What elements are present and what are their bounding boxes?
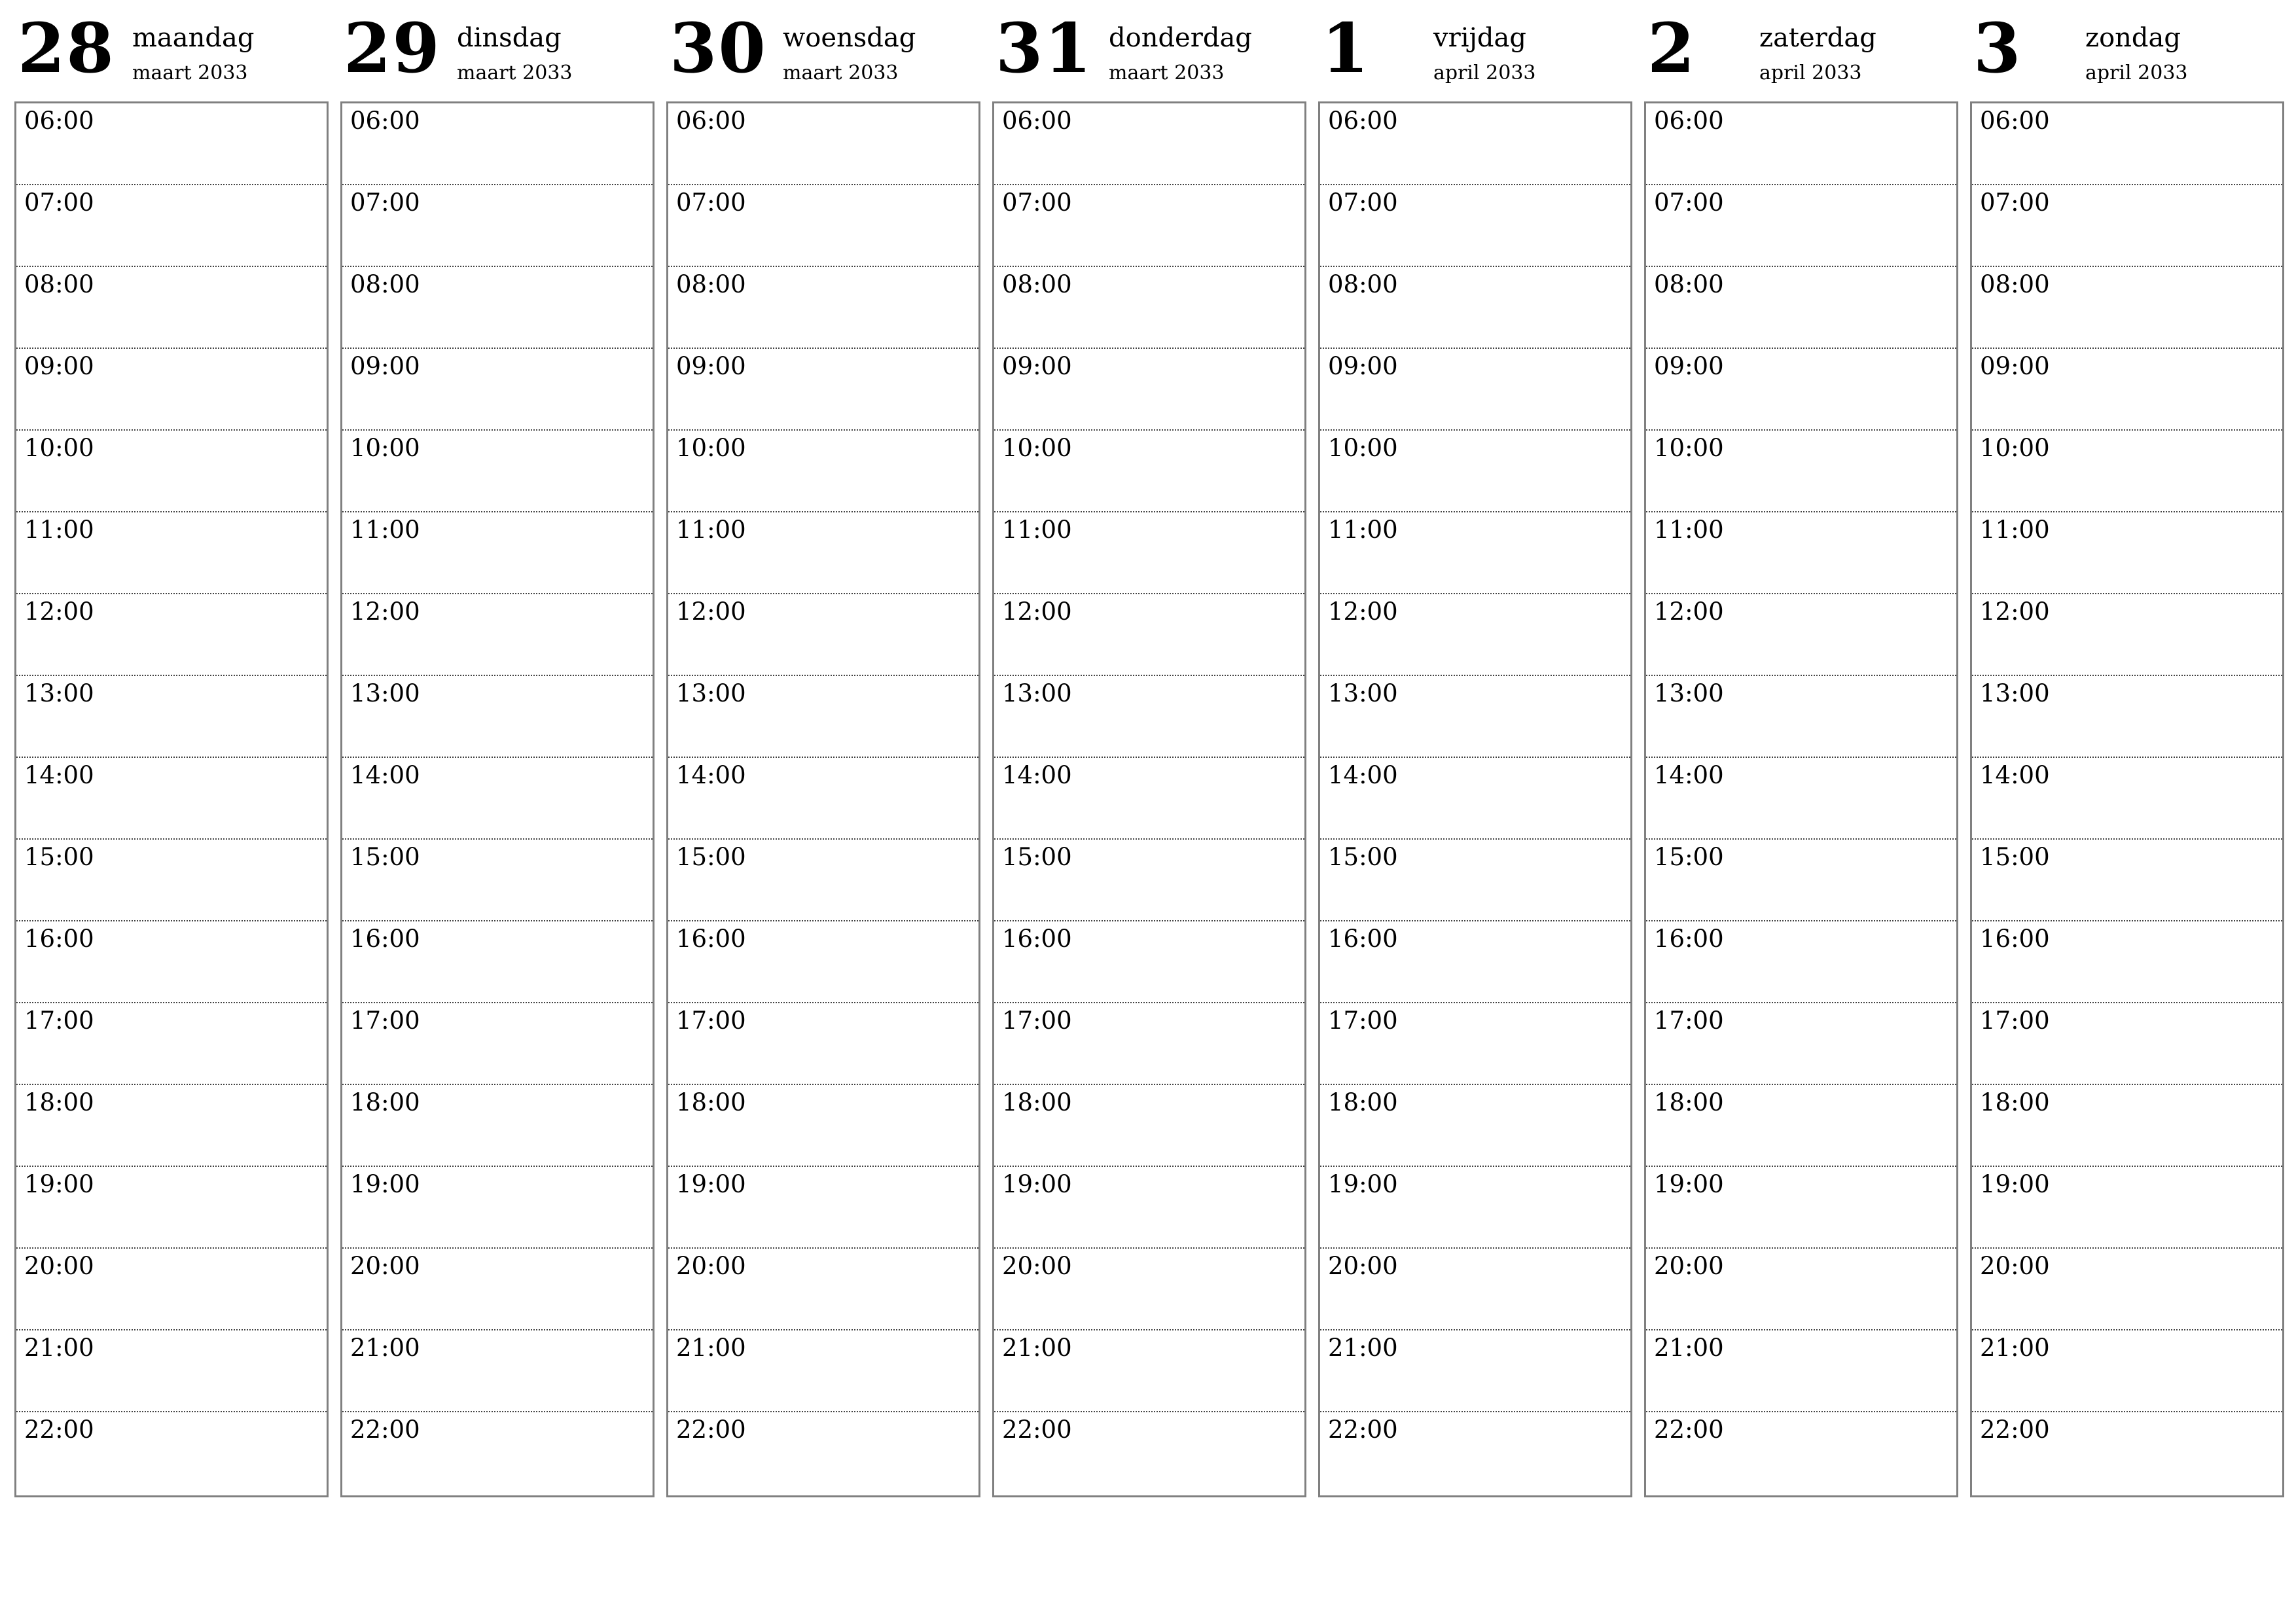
time-label: 22:00: [350, 1416, 420, 1444]
time-slot[interactable]: [342, 594, 653, 676]
day-number: 2: [1647, 8, 1696, 88]
time-slot[interactable]: [668, 1330, 978, 1412]
time-label: 22:00: [676, 1416, 746, 1444]
time-slot[interactable]: [1646, 185, 1956, 267]
time-slot[interactable]: [16, 758, 327, 840]
time-label: 16:00: [1654, 925, 1724, 953]
day-name: dinsdag: [457, 23, 562, 53]
time-slot[interactable]: [994, 1167, 1304, 1249]
time-slot[interactable]: [342, 267, 653, 349]
time-label: 20:00: [1980, 1252, 2050, 1280]
time-slot[interactable]: [994, 349, 1304, 431]
time-label: 11:00: [350, 516, 420, 544]
time-slot[interactable]: [1646, 921, 1956, 1003]
day-month: maart 2033: [783, 62, 899, 84]
time-slot[interactable]: [668, 1249, 978, 1330]
time-slot[interactable]: [668, 594, 978, 676]
time-label: 08:00: [1002, 270, 1072, 298]
time-slot[interactable]: [1972, 1249, 2282, 1330]
time-label: 07:00: [24, 188, 94, 217]
day-month: april 2033: [1759, 62, 1862, 84]
time-slot[interactable]: [994, 512, 1304, 594]
time-label: 22:00: [1328, 1416, 1398, 1444]
day-name: donderdag: [1109, 23, 1252, 53]
time-label: 13:00: [350, 679, 420, 707]
time-slot[interactable]: [16, 1330, 327, 1412]
time-slot[interactable]: [1320, 185, 1630, 267]
day-header: [992, 0, 1305, 101]
time-label: 10:00: [24, 434, 94, 462]
time-label: 07:00: [1980, 188, 2050, 217]
time-label: 08:00: [1980, 270, 2050, 298]
time-label: 21:00: [350, 1334, 420, 1362]
time-slot[interactable]: [342, 676, 653, 758]
time-label: 12:00: [676, 597, 746, 626]
time-label: 09:00: [1980, 352, 2050, 380]
time-label: 19:00: [350, 1170, 420, 1198]
time-slot[interactable]: [1972, 840, 2282, 921]
time-slot[interactable]: [994, 1330, 1304, 1412]
time-label: 10:00: [1328, 434, 1398, 462]
time-slot[interactable]: [1972, 185, 2282, 267]
day-number: 28: [18, 8, 115, 88]
time-label: 19:00: [24, 1170, 94, 1198]
time-label: 06:00: [1654, 107, 1724, 135]
time-slot[interactable]: [1972, 1167, 2282, 1249]
day-month: maart 2033: [1109, 62, 1225, 84]
time-label: 06:00: [676, 107, 746, 135]
time-slot[interactable]: [16, 103, 327, 185]
time-slot[interactable]: [1320, 758, 1630, 840]
day-schedule-box: [1970, 101, 2284, 1497]
day-column: [1644, 0, 1957, 1444]
time-label: 14:00: [350, 761, 420, 789]
time-slot[interactable]: [342, 1330, 653, 1412]
day-name: maandag: [132, 23, 255, 53]
day-name: vrijdag: [1433, 23, 1526, 53]
time-slot[interactable]: [994, 1085, 1304, 1167]
time-label: 16:00: [24, 925, 94, 953]
time-label: 13:00: [1654, 679, 1724, 707]
time-label: 17:00: [1328, 1007, 1398, 1035]
day-column: [992, 0, 1305, 1444]
time-slot[interactable]: [1320, 267, 1630, 349]
day-name: woensdag: [783, 23, 916, 53]
day-header: [1970, 0, 2283, 101]
day-month: april 2033: [2085, 62, 2188, 84]
time-label: 15:00: [1654, 843, 1724, 871]
time-slot[interactable]: [1320, 1003, 1630, 1085]
time-slot[interactable]: [1320, 1167, 1630, 1249]
day-schedule-box: [666, 101, 980, 1497]
time-slot[interactable]: [1320, 1412, 1630, 1494]
time-label: 16:00: [1328, 925, 1398, 953]
time-slot[interactable]: [16, 840, 327, 921]
time-label: 12:00: [1002, 597, 1072, 626]
day-schedule-box: [340, 101, 655, 1497]
time-label: 07:00: [350, 188, 420, 217]
time-slot[interactable]: [1972, 1330, 2282, 1412]
time-label: 11:00: [1980, 516, 2050, 544]
day-schedule-box: [1644, 101, 1958, 1497]
time-label: 12:00: [350, 597, 420, 626]
time-slot[interactable]: [668, 1085, 978, 1167]
day-number: 3: [1973, 8, 2022, 88]
day-schedule-box: [1318, 101, 1632, 1497]
day-month: maart 2033: [132, 62, 248, 84]
day-column: [1970, 0, 2283, 1444]
time-label: 10:00: [676, 434, 746, 462]
time-slot[interactable]: [994, 267, 1304, 349]
time-slot[interactable]: [1320, 1085, 1630, 1167]
time-label: 17:00: [350, 1007, 420, 1035]
time-label: 15:00: [1002, 843, 1072, 871]
time-label: 18:00: [1654, 1088, 1724, 1116]
time-slot[interactable]: [16, 921, 327, 1003]
time-label: 16:00: [676, 925, 746, 953]
time-label: 14:00: [1002, 761, 1072, 789]
time-label: 18:00: [24, 1088, 94, 1116]
time-slot[interactable]: [1646, 431, 1956, 512]
time-slot[interactable]: [1646, 1003, 1956, 1085]
time-slot[interactable]: [668, 349, 978, 431]
time-slot[interactable]: [342, 1003, 653, 1085]
time-slot[interactable]: [16, 267, 327, 349]
time-slot[interactable]: [1320, 676, 1630, 758]
time-label: 15:00: [676, 843, 746, 871]
time-label: 13:00: [1328, 679, 1398, 707]
time-slot[interactable]: [16, 512, 327, 594]
time-label: 07:00: [1654, 188, 1724, 217]
time-label: 10:00: [1980, 434, 2050, 462]
time-slot[interactable]: [16, 1412, 327, 1494]
time-label: 18:00: [676, 1088, 746, 1116]
time-slot[interactable]: [668, 1167, 978, 1249]
time-label: 07:00: [1002, 188, 1072, 217]
time-slot[interactable]: [1646, 1412, 1956, 1494]
time-label: 15:00: [350, 843, 420, 871]
time-slot[interactable]: [994, 1412, 1304, 1494]
time-slot[interactable]: [994, 676, 1304, 758]
time-label: 17:00: [1002, 1007, 1072, 1035]
time-label: 19:00: [1980, 1170, 2050, 1198]
time-label: 17:00: [1654, 1007, 1724, 1035]
time-slot[interactable]: [1646, 103, 1956, 185]
day-month: april 2033: [1433, 62, 1536, 84]
time-slot[interactable]: [994, 921, 1304, 1003]
time-slot[interactable]: [1646, 1249, 1956, 1330]
time-slot[interactable]: [342, 1167, 653, 1249]
time-label: 06:00: [350, 107, 420, 135]
time-slot[interactable]: [1646, 512, 1956, 594]
time-label: 14:00: [1980, 761, 2050, 789]
day-column: [666, 0, 979, 1444]
time-label: 14:00: [676, 761, 746, 789]
time-label: 12:00: [1654, 597, 1724, 626]
time-slot[interactable]: [1646, 594, 1956, 676]
time-slot[interactable]: [1646, 267, 1956, 349]
time-slot[interactable]: [668, 1412, 978, 1494]
time-slot[interactable]: [668, 1003, 978, 1085]
time-label: 16:00: [350, 925, 420, 953]
time-slot[interactable]: [342, 1085, 653, 1167]
time-label: 07:00: [1328, 188, 1398, 217]
time-label: 14:00: [24, 761, 94, 789]
day-column: [340, 0, 653, 1444]
time-label: 17:00: [1980, 1007, 2050, 1035]
time-label: 06:00: [1328, 107, 1398, 135]
time-slot[interactable]: [668, 103, 978, 185]
day-column: [1318, 0, 1631, 1444]
time-slot[interactable]: [1972, 1412, 2282, 1494]
time-label: 09:00: [24, 352, 94, 380]
time-label: 11:00: [1002, 516, 1072, 544]
time-slot[interactable]: [1320, 594, 1630, 676]
time-label: 20:00: [676, 1252, 746, 1280]
time-slot[interactable]: [342, 758, 653, 840]
time-slot[interactable]: [1646, 676, 1956, 758]
time-slot[interactable]: [1320, 349, 1630, 431]
time-label: 19:00: [1654, 1170, 1724, 1198]
time-slot[interactable]: [342, 512, 653, 594]
time-slot[interactable]: [342, 921, 653, 1003]
time-slot[interactable]: [1320, 840, 1630, 921]
time-slot[interactable]: [16, 431, 327, 512]
time-slot[interactable]: [668, 431, 978, 512]
time-slot[interactable]: [668, 921, 978, 1003]
time-slot[interactable]: [1646, 1167, 1956, 1249]
time-slot[interactable]: [994, 1003, 1304, 1085]
day-header: [14, 0, 327, 101]
time-slot[interactable]: [1320, 512, 1630, 594]
time-label: 18:00: [1002, 1088, 1072, 1116]
time-label: 21:00: [1002, 1334, 1072, 1362]
time-label: 15:00: [24, 843, 94, 871]
time-slot[interactable]: [1646, 840, 1956, 921]
time-slot[interactable]: [1972, 267, 2282, 349]
time-slot[interactable]: [1972, 921, 2282, 1003]
time-label: 11:00: [24, 516, 94, 544]
time-label: 08:00: [350, 270, 420, 298]
time-label: 20:00: [350, 1252, 420, 1280]
time-slot[interactable]: [1972, 1003, 2282, 1085]
day-column: [14, 0, 327, 1444]
time-slot[interactable]: [342, 185, 653, 267]
time-slot[interactable]: [668, 267, 978, 349]
time-label: 14:00: [1654, 761, 1724, 789]
time-slot[interactable]: [1646, 349, 1956, 431]
time-label: 13:00: [1002, 679, 1072, 707]
time-slot[interactable]: [342, 431, 653, 512]
time-slot[interactable]: [1646, 1085, 1956, 1167]
day-header: [666, 0, 979, 101]
time-slot[interactable]: [16, 1003, 327, 1085]
time-label: 19:00: [676, 1170, 746, 1198]
day-header: [1318, 0, 1631, 101]
time-slot[interactable]: [1320, 431, 1630, 512]
time-label: 17:00: [24, 1007, 94, 1035]
time-slot[interactable]: [994, 594, 1304, 676]
time-slot[interactable]: [342, 103, 653, 185]
time-slot[interactable]: [994, 103, 1304, 185]
day-name: zondag: [2085, 23, 2181, 53]
time-label: 18:00: [350, 1088, 420, 1116]
time-label: 12:00: [1980, 597, 2050, 626]
time-slot[interactable]: [16, 1249, 327, 1330]
time-slot[interactable]: [1320, 921, 1630, 1003]
time-slot[interactable]: [342, 840, 653, 921]
time-label: 07:00: [676, 188, 746, 217]
time-slot[interactable]: [1972, 431, 2282, 512]
time-slot[interactable]: [342, 1249, 653, 1330]
day-header: [340, 0, 653, 101]
time-label: 14:00: [1328, 761, 1398, 789]
time-slot[interactable]: [1320, 1249, 1630, 1330]
day-name: zaterdag: [1759, 23, 1876, 53]
time-label: 10:00: [350, 434, 420, 462]
time-slot[interactable]: [16, 1167, 327, 1249]
time-slot[interactable]: [668, 758, 978, 840]
time-label: 21:00: [1654, 1334, 1724, 1362]
time-label: 06:00: [1980, 107, 2050, 135]
time-label: 16:00: [1980, 925, 2050, 953]
day-number: 31: [996, 8, 1093, 88]
time-slot[interactable]: [994, 840, 1304, 921]
time-slot[interactable]: [994, 185, 1304, 267]
time-label: 22:00: [24, 1416, 94, 1444]
time-slot[interactable]: [1972, 103, 2282, 185]
time-label: 12:00: [24, 597, 94, 626]
time-slot[interactable]: [1320, 1330, 1630, 1412]
time-label: 21:00: [1980, 1334, 2050, 1362]
time-label: 22:00: [1002, 1416, 1072, 1444]
time-label: 12:00: [1328, 597, 1398, 626]
time-label: 19:00: [1328, 1170, 1398, 1198]
time-slot[interactable]: [1646, 1330, 1956, 1412]
time-label: 13:00: [676, 679, 746, 707]
day-month: maart 2033: [457, 62, 573, 84]
time-label: 09:00: [1654, 352, 1724, 380]
time-label: 19:00: [1002, 1170, 1072, 1198]
time-slot[interactable]: [1972, 676, 2282, 758]
time-label: 15:00: [1980, 843, 2050, 871]
day-schedule-box: [14, 101, 329, 1497]
time-label: 18:00: [1328, 1088, 1398, 1116]
day-schedule-box: [992, 101, 1306, 1497]
time-slot[interactable]: [16, 349, 327, 431]
time-slot[interactable]: [16, 1085, 327, 1167]
time-label: 11:00: [1654, 516, 1724, 544]
time-slot[interactable]: [668, 676, 978, 758]
time-slot[interactable]: [16, 185, 327, 267]
day-header: [1644, 0, 1957, 101]
time-label: 06:00: [24, 107, 94, 135]
time-label: 16:00: [1002, 925, 1072, 953]
time-slot[interactable]: [1972, 594, 2282, 676]
time-label: 20:00: [1002, 1252, 1072, 1280]
time-slot[interactable]: [342, 349, 653, 431]
time-label: 22:00: [1654, 1416, 1724, 1444]
time-slot[interactable]: [994, 1249, 1304, 1330]
time-slot[interactable]: [994, 431, 1304, 512]
time-slot[interactable]: [668, 185, 978, 267]
time-label: 09:00: [350, 352, 420, 380]
time-label: 11:00: [1328, 516, 1398, 544]
day-number: 29: [344, 8, 441, 88]
time-label: 09:00: [676, 352, 746, 380]
time-label: 20:00: [1328, 1252, 1398, 1280]
time-label: 08:00: [1328, 270, 1398, 298]
time-slot[interactable]: [342, 1412, 653, 1494]
time-slot[interactable]: [16, 676, 327, 758]
time-label: 22:00: [1980, 1416, 2050, 1444]
time-slot[interactable]: [668, 840, 978, 921]
time-slot[interactable]: [1646, 758, 1956, 840]
day-number: 1: [1321, 8, 1371, 88]
time-label: 21:00: [1328, 1334, 1398, 1362]
time-label: 20:00: [24, 1252, 94, 1280]
time-label: 08:00: [1654, 270, 1724, 298]
time-label: 08:00: [676, 270, 746, 298]
time-slot[interactable]: [668, 512, 978, 594]
time-label: 06:00: [1002, 107, 1072, 135]
time-label: 13:00: [1980, 679, 2050, 707]
day-number: 30: [670, 8, 767, 88]
time-slot[interactable]: [1972, 512, 2282, 594]
time-slot[interactable]: [994, 758, 1304, 840]
time-label: 10:00: [1654, 434, 1724, 462]
time-slot[interactable]: [1972, 1085, 2282, 1167]
time-label: 10:00: [1002, 434, 1072, 462]
time-label: 17:00: [676, 1007, 746, 1035]
time-label: 20:00: [1654, 1252, 1724, 1280]
time-slot[interactable]: [1320, 103, 1630, 185]
time-slot[interactable]: [1972, 758, 2282, 840]
time-label: 08:00: [24, 270, 94, 298]
time-label: 11:00: [676, 516, 746, 544]
time-label: 21:00: [24, 1334, 94, 1362]
time-label: 15:00: [1328, 843, 1398, 871]
time-label: 21:00: [676, 1334, 746, 1362]
time-slot[interactable]: [16, 594, 327, 676]
time-label: 09:00: [1002, 352, 1072, 380]
time-label: 09:00: [1328, 352, 1398, 380]
time-label: 18:00: [1980, 1088, 2050, 1116]
time-slot[interactable]: [1972, 349, 2282, 431]
time-label: 13:00: [24, 679, 94, 707]
